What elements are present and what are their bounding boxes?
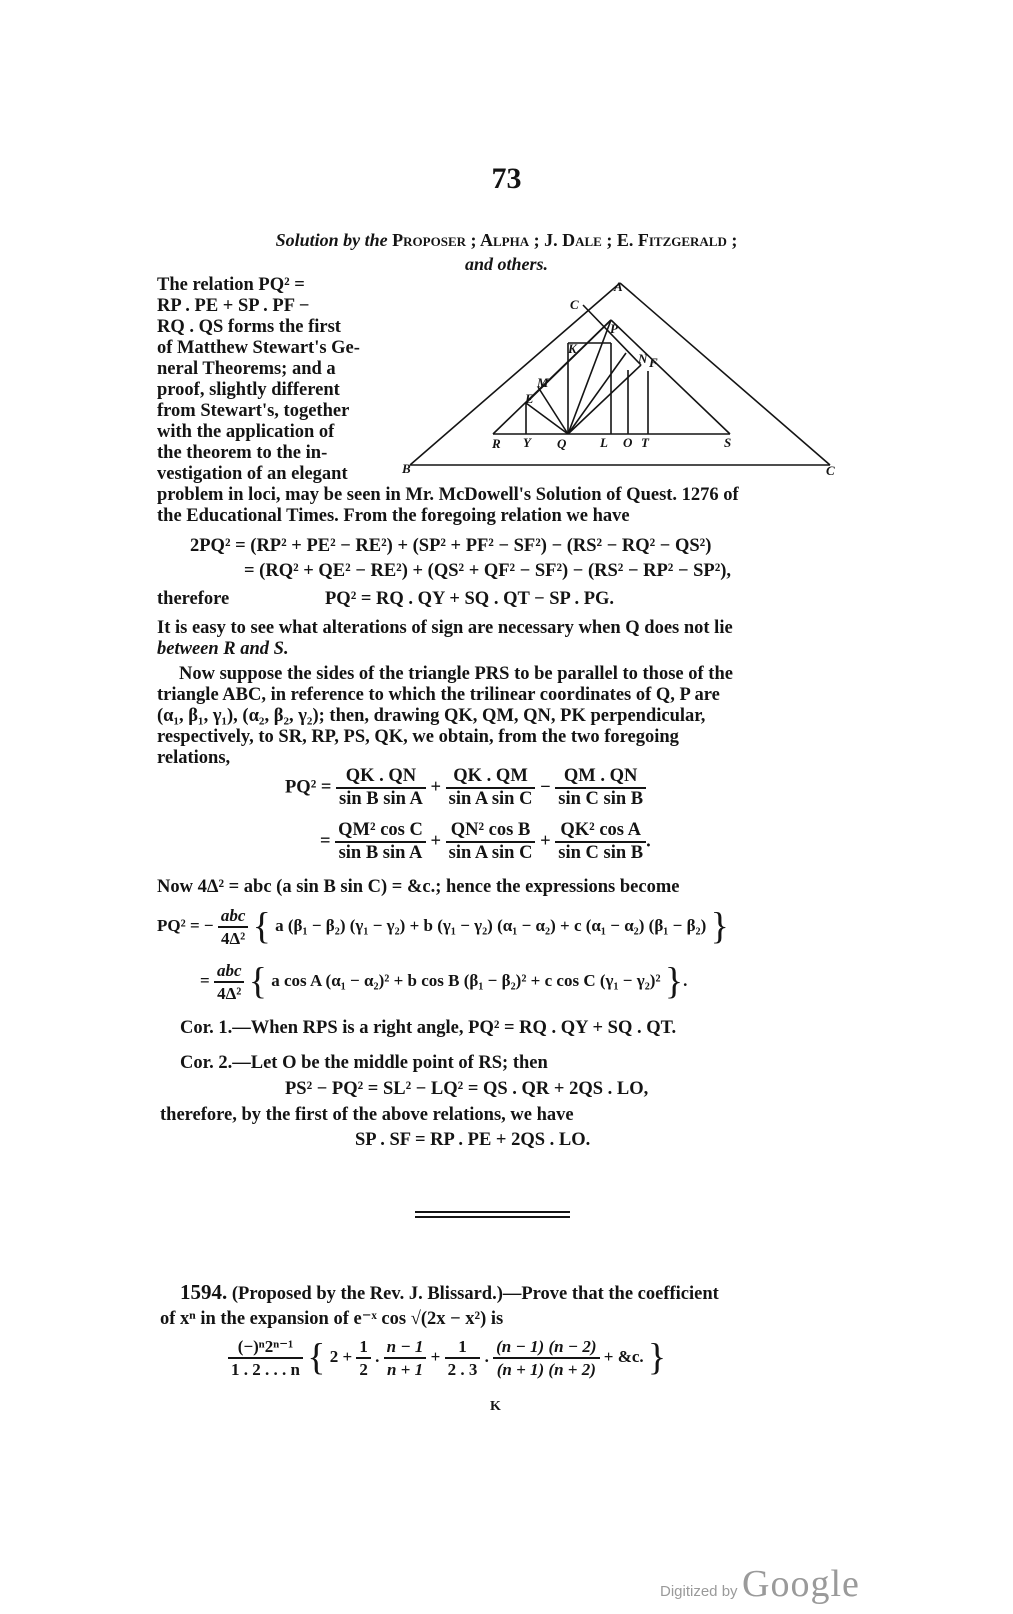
fraction [335, 820, 426, 864]
fraction-numerator: (n − 1) (n − 2) [493, 1336, 599, 1359]
question-number: 1594. [180, 1280, 228, 1304]
big-eq-prefix: PQ² = − [157, 915, 214, 935]
label-c: C [826, 463, 835, 478]
label-q: Q [557, 436, 567, 451]
fraction-numerator: abc [218, 905, 249, 928]
question-1594-line-1 [180, 1282, 719, 1305]
text-line: triangle ABC, in reference to which the trilinear coordinates of Q, P are [157, 685, 720, 705]
fraction-numerator: QK² cos A [555, 820, 646, 843]
credit-names: Proposer ; Alpha ; J. Dale ; E. Fitzgerald ; [392, 230, 738, 250]
frac-lhs: PQ² = [285, 777, 332, 798]
fraction [555, 766, 646, 810]
label-o: O [623, 435, 633, 450]
label-c-top: C [570, 297, 579, 312]
fraction-denominator: sin A sin C [448, 843, 533, 863]
label-t: T [641, 435, 649, 450]
intro-line: The relation PQ² = [157, 275, 305, 295]
text-line: respectively, to SR, RP, PS, QK, we obtain, from the two foregoing [157, 727, 679, 747]
line-qn [568, 365, 641, 434]
label-a: A [614, 279, 623, 294]
triangle-diagram [398, 275, 848, 485]
question-1594-line-2: of xⁿ in the expansion of e⁻ˣ cos √(2x − x²) is [160, 1309, 504, 1329]
big-eq-body: a (β₁ − β₂) (γ₁ − γ₂) + b (γ₁ − γ₂) (α₁ − α₂) + c (α₁ − α₂) (β₁ − β₂) [275, 915, 707, 935]
label-k: K [568, 341, 577, 356]
text-line: It is easy to see what alterations of sign are necessary when Q does not lie [157, 618, 733, 638]
equation-line: = (RQ² + QE² − RE²) + (QS² + QF² − SF²) − (RS² − RP² − SP²), [244, 561, 732, 581]
watermark [660, 1562, 860, 1606]
question-1594-formula: $\frac{\text{(−)ⁿ2ⁿ⁻¹}}{1 . 2 . . . n}$ { 2 + $\frac{1}{2}$ . $\frac{n - 1}{n + 1}$ + $\frac{1}{2 . 3}$ . $\frac{(n - 1) (n - 2)}{(n + 1) (n + 2)}$ + &c. } [228, 1336, 666, 1380]
question-text: (Proposed by the Rev. J. Blissard.)—Prove that the coefficient [231, 1284, 719, 1304]
label-n: N [638, 351, 648, 366]
paragraph-1 [157, 485, 739, 527]
fraction-numerator: QK . QM [446, 766, 536, 789]
label-r: R [492, 436, 501, 451]
intro-line: RP . PE + SP . PF − [157, 296, 310, 316]
divider [415, 1211, 570, 1213]
text-line: the Educational Times. From the foregoing relation we have [157, 506, 630, 526]
paragraph-2 [157, 618, 733, 660]
fraction [384, 1336, 427, 1380]
big-eq-body: a cos A (α₁ − α₂)² + b cos B (β₁ − β₂)² + c cos C (γ₁ − γ₂)² [271, 970, 661, 990]
fraction-numerator: n − 1 [384, 1336, 427, 1359]
line-qm [538, 387, 568, 434]
fraction-denominator: sin A sin C [448, 789, 533, 809]
fraction-numerator: 1 [445, 1336, 481, 1359]
fraction-numerator: QM² cos C [335, 820, 426, 843]
fraction [356, 1336, 371, 1380]
line-qf [568, 353, 626, 434]
intro-line: proof, slightly different [157, 380, 340, 400]
therefore-label: therefore [157, 589, 230, 609]
fraction-denominator: 2 . 3 [447, 1360, 478, 1379]
text-line: between R and S. [157, 639, 289, 659]
frac-equation-row-2: = $\frac{\text{QM² cos C}}{\text{sin B sin A}}$ + $\frac{\text{QN² cos B}}{\text{sin A sin C}}$ + $\frac{\text{QK² cos A}}{\text{sin C sin B}}$ . [320, 820, 651, 863]
corollary-1: Cor. 1.—When RPS is a right angle, PQ² = RQ . QY + SQ . QT. [180, 1018, 677, 1038]
fraction [446, 820, 536, 864]
fraction-numerator: 1 [356, 1336, 371, 1359]
label-y: Y [523, 435, 531, 450]
fraction-denominator: sin C sin B [558, 789, 644, 809]
fraction-denominator: sin B sin A [338, 843, 423, 863]
fraction-denominator: sin C sin B [558, 843, 644, 863]
label-f: F [649, 355, 658, 370]
fraction-denominator: 4Δ² [220, 929, 246, 948]
watermark-logo: Google [742, 1563, 860, 1605]
label-p: P [610, 321, 618, 336]
text-line: relations, [157, 748, 231, 768]
fraction-denominator: n + 1 [386, 1360, 424, 1379]
label-l: L [600, 435, 608, 450]
fraction [555, 820, 646, 864]
fraction [218, 905, 249, 949]
label-s: S [724, 435, 732, 450]
fraction [445, 1336, 481, 1380]
label-b: B [402, 461, 411, 476]
equation-line: 2PQ² = (RP² + PE² − RE²) + (SP² + PF² − SF²) − (RS² − RQ² − QS²) [190, 536, 712, 556]
intro-text [157, 275, 385, 485]
fraction [228, 1336, 303, 1380]
fraction [446, 766, 536, 810]
line-qp [568, 320, 611, 434]
watermark-small: Digitized by [660, 1583, 738, 1600]
fraction [336, 766, 426, 810]
intro-line: vestigation of an elegant [157, 464, 348, 484]
solution-credit [0, 230, 1013, 251]
intro-line: the theorem to the in- [157, 443, 328, 463]
text-line: problem in loci, may be seen in Mr. McDowell's Solution of Quest. 1276 of [157, 485, 739, 505]
corollary-2-equation: PS² − PQ² = SL² − LQ² = QS . QR + 2QS . LO, [285, 1079, 649, 1099]
intro-line: neral Theorems; and a [157, 359, 336, 379]
big-equation-row-1: PQ² = − $\frac{\text{abc}}{\text{4Δ²}}$ { a (β₁ − β₂) (γ₁ − γ₂) + b (γ₁ − γ₂) (α₁ − α₂) + c (α₁ − α₂) (β₁ − β₂) } [157, 905, 729, 948]
intro-line: with the application of [157, 422, 335, 442]
fraction-denominator: sin B sin A [339, 789, 423, 809]
fraction-denominator: (n + 1) (n + 2) [496, 1360, 596, 1379]
corollary-2-text: therefore, by the first of the above relations, we have [160, 1105, 574, 1125]
corollary-2-final: SP . SF = RP . PE + 2QS . LO. [355, 1130, 591, 1150]
formula-tail: + &c. [603, 1346, 644, 1366]
equation-result: PQ² = RQ . QY + SQ . QT − SP . PG. [325, 589, 615, 609]
fraction-numerator: QN² cos B [446, 820, 536, 843]
credit-suffix: and others. [464, 254, 549, 274]
fraction-numerator: QK . QN [336, 766, 426, 789]
label-e: E [525, 391, 534, 406]
frac-equation-row-1: PQ² = $\frac{QK . QN}{\text{sin B sin A}}$ + $\frac{QK . QM}{\text{sin A sin C}}$ − $\frac{QM . QN}{\text{sin C sin B}}$ [285, 766, 646, 810]
fraction-numerator: QM . QN [555, 766, 646, 789]
line-qe [526, 403, 568, 434]
big-equation-row-2: = $\frac{\text{abc}}{\text{4Δ²}}$ { a cos A (α₁ − α₂)² + b cos B (β₁ − β₂)² + c cos C (γ₁ − γ₂)² }. [200, 960, 688, 1003]
page-number: 73 [491, 162, 522, 195]
fraction [214, 960, 245, 1004]
fraction-denominator: 1 . 2 . . . n [231, 1360, 300, 1379]
intro-line: from Stewart's, together [157, 401, 350, 421]
fraction-numerator: (−)ⁿ2ⁿ⁻¹ [228, 1336, 303, 1359]
signature-mark: K [490, 1399, 501, 1414]
label-m: M [537, 375, 549, 390]
intro-line: of Matthew Stewart's Ge- [157, 338, 360, 358]
corollary-2: Cor. 2.—Let O be the middle point of RS; then [180, 1053, 548, 1073]
text-line: Now suppose the sides of the triangle PRS to be parallel to those of the [179, 664, 733, 684]
paragraph-3 [157, 664, 733, 769]
fraction [493, 1336, 599, 1380]
divider [415, 1216, 570, 1218]
credit-prefix: Solution by the [275, 230, 388, 250]
now-line: Now 4Δ² = abc (a sin B sin C) = &c.; hence the expressions become [157, 877, 680, 897]
intro-line: RQ . QS forms the first [157, 317, 341, 337]
text-line: (α₁, β₁, γ₁), (α₂, β₂, γ₂); then, drawing QK, QM, QN, PK perpendicular, [157, 706, 706, 726]
fraction-numerator: abc [214, 960, 245, 983]
fraction-denominator: 4Δ² [217, 984, 242, 1003]
fraction-denominator: 2 [359, 1360, 368, 1379]
